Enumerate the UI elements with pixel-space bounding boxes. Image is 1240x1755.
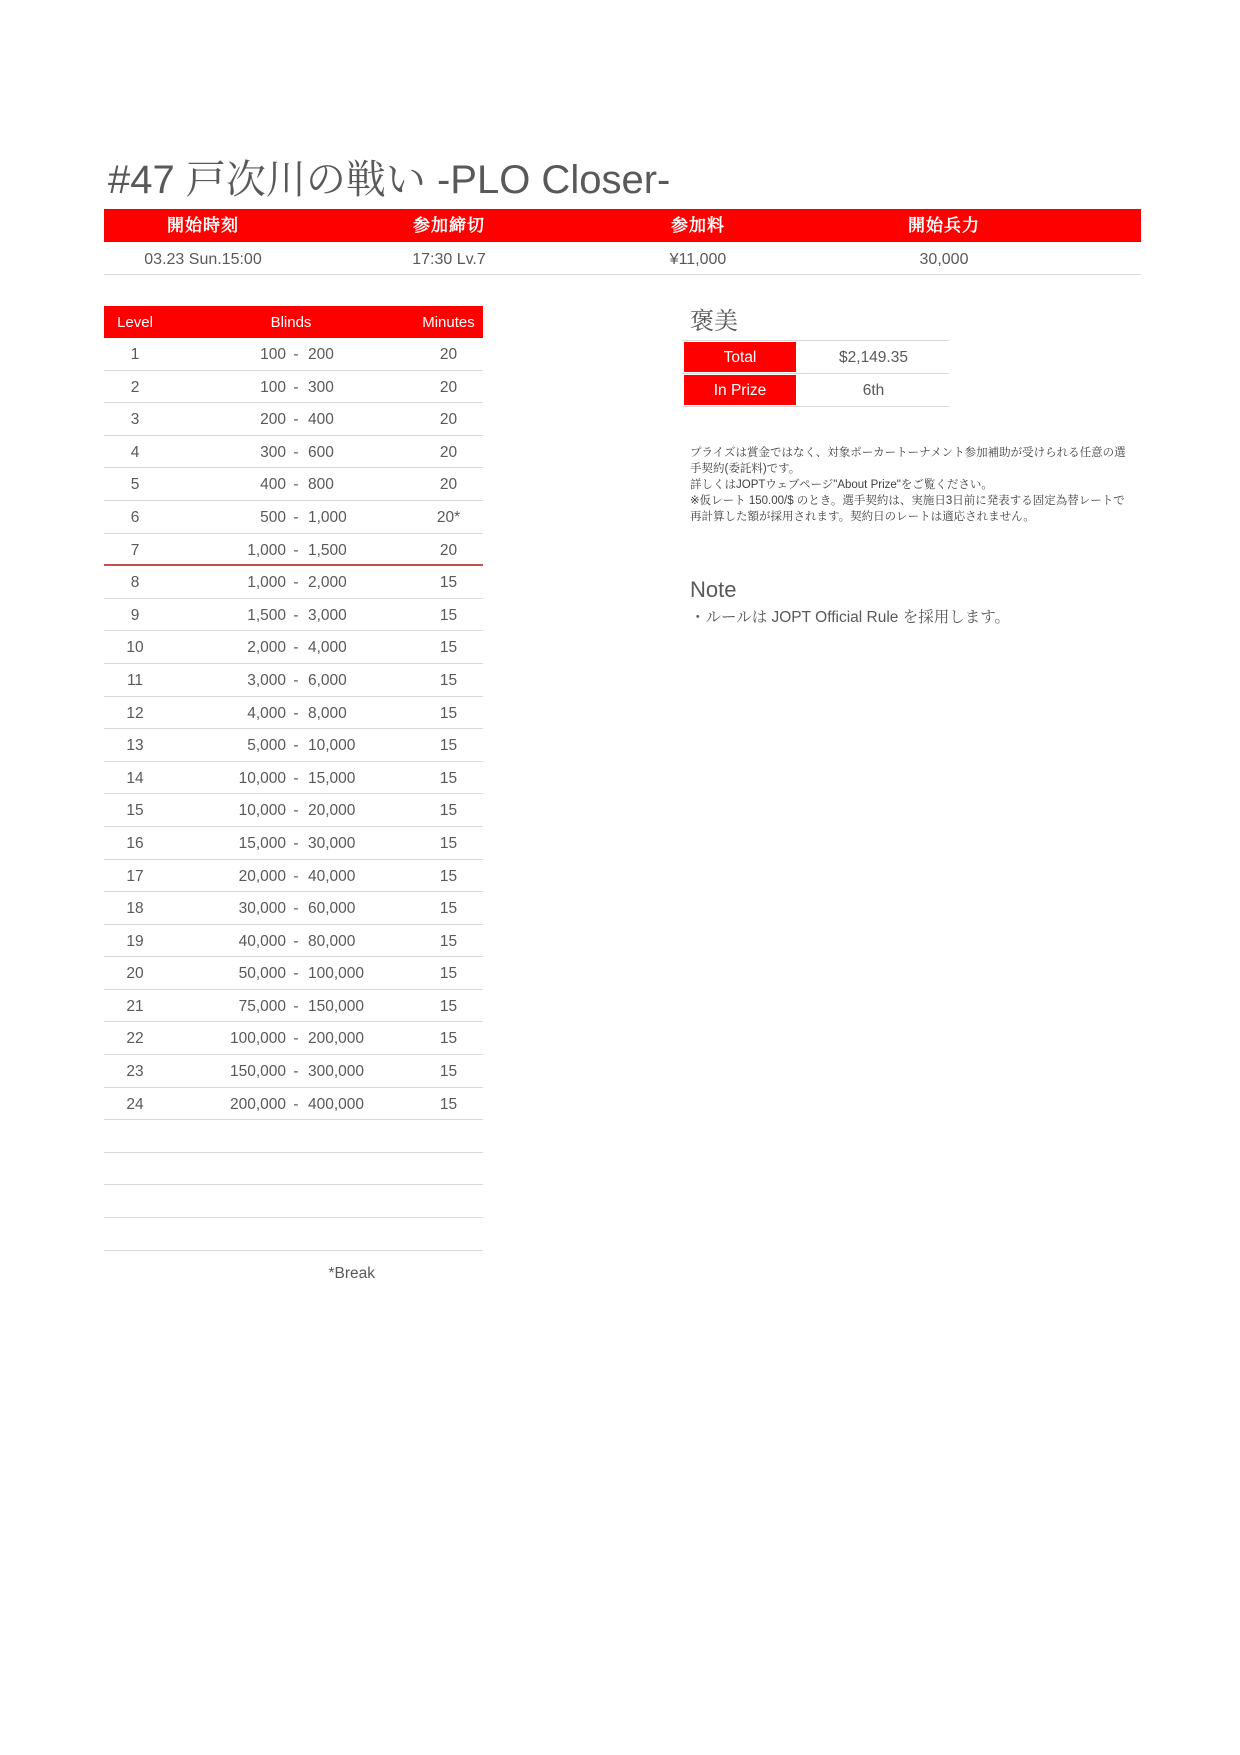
level-cell: 6	[130, 508, 140, 526]
small-blind-cell: 75,000	[238, 997, 286, 1015]
table-row	[104, 534, 483, 567]
table-row	[104, 729, 483, 762]
level-cell: 18	[126, 900, 144, 918]
table-row	[104, 892, 483, 925]
level-cell: 11	[126, 671, 144, 689]
small-blind-cell: 30,000	[238, 900, 286, 918]
table-row	[104, 1088, 483, 1121]
empty-table-row	[104, 1185, 483, 1218]
start-time-header: 開始時刻	[167, 216, 239, 235]
minutes-cell: 15	[439, 834, 458, 852]
big-blind-cell: 6,000	[308, 671, 347, 689]
big-blind-cell: 150,000	[308, 997, 365, 1015]
big-blind-cell: 400,000	[308, 1095, 365, 1113]
big-blind-cell: 15,000	[308, 769, 356, 787]
small-blind-cell: 150,000	[229, 1063, 286, 1081]
small-blind-cell: 10,000	[238, 802, 286, 820]
level-cell: 4	[130, 443, 140, 461]
blind-separator: -	[293, 737, 299, 755]
blind-separator: -	[293, 541, 299, 559]
table-row	[104, 436, 483, 469]
small-blind-cell: 100	[260, 346, 286, 363]
prize-title: 褒美	[690, 308, 738, 335]
blind-separator: -	[293, 606, 299, 624]
big-blind-cell: 400	[308, 411, 334, 429]
minutes-cell: 15	[439, 932, 458, 950]
prize-description-line: 再計算した額が採用されます。契約日のレートは適応されません。	[690, 511, 1035, 523]
blinds-header: Blinds	[270, 314, 312, 331]
small-blind-cell: 2,000	[247, 639, 286, 657]
small-blind-cell: 200	[260, 411, 286, 429]
level-cell: 8	[130, 574, 140, 592]
table-row	[104, 827, 483, 860]
blind-separator: -	[293, 411, 299, 429]
big-blind-cell: 800	[308, 476, 334, 494]
small-blind-cell: 1,000	[247, 574, 286, 592]
big-blind-cell: 200	[308, 346, 334, 363]
prize-row-total	[682, 341, 949, 374]
blind-separator: -	[293, 769, 299, 787]
level-cell: 19	[126, 932, 144, 950]
big-blind-cell: 3,000	[308, 606, 347, 624]
prize-description-line: 詳しくはJOPTウェブページ"About Prize"をご覧ください。	[690, 479, 993, 491]
small-blind-cell: 5,000	[247, 737, 286, 755]
minutes-cell: 15	[439, 704, 458, 722]
prize-description-line: ※仮レート 150.00/$ のとき。選手契約は、実施日3日前に発表する固定為替レートで	[690, 495, 1125, 507]
minutes-cell: 15	[439, 965, 458, 983]
minutes-cell: 20	[439, 476, 458, 494]
blind-separator: -	[293, 639, 299, 657]
table-row	[104, 403, 483, 436]
minutes-cell: 15	[439, 1095, 458, 1113]
level-cell: 17	[126, 867, 144, 885]
blind-separator: -	[293, 346, 299, 363]
level-cell: 16	[126, 834, 144, 852]
big-blind-cell: 300	[308, 378, 334, 396]
blind-separator: -	[293, 574, 299, 592]
level-cell: 3	[130, 411, 140, 429]
small-blind-cell: 400	[260, 476, 286, 494]
prize-description-line: 手契約(委託料)です。	[690, 463, 801, 475]
prize-row-in-prize	[682, 374, 949, 407]
big-blind-cell: 4,000	[308, 639, 347, 657]
small-blind-cell: 4,000	[247, 704, 286, 722]
small-blind-cell: 500	[260, 508, 286, 526]
big-blind-cell: 30,000	[308, 834, 356, 852]
blind-separator: -	[293, 378, 299, 396]
break-note: *Break	[328, 1265, 375, 1282]
blind-rows	[104, 338, 483, 1251]
info-values-row	[104, 242, 1141, 275]
level-cell: 13	[126, 737, 144, 755]
small-blind-cell: 100,000	[229, 1030, 286, 1048]
blind-separator: -	[293, 671, 299, 689]
level-cell: 9	[130, 606, 140, 624]
minutes-cell: 15	[439, 606, 458, 624]
entry-fee-value: ¥11,000	[669, 251, 727, 268]
info-header-bar	[104, 209, 1141, 242]
minutes-cell: 20	[439, 411, 458, 429]
minutes-cell: 15	[439, 867, 458, 885]
small-blind-cell: 100	[260, 378, 286, 396]
minutes-cell: 15	[439, 574, 458, 592]
level-header: Level	[117, 314, 153, 331]
start-time-value: 03.23 Sun.15:00	[144, 251, 262, 268]
table-row	[104, 1055, 483, 1088]
level-cell: 5	[130, 476, 140, 494]
small-blind-cell: 50,000	[238, 965, 286, 983]
big-blind-cell: 80,000	[308, 932, 356, 950]
empty-table-row	[104, 1153, 483, 1186]
small-blind-cell: 3,000	[247, 671, 286, 689]
table-row	[104, 468, 483, 501]
minutes-cell: 20*	[436, 508, 461, 526]
table-row	[104, 371, 483, 404]
table-row	[104, 664, 483, 697]
blind-separator: -	[293, 704, 299, 722]
blind-separator: -	[293, 508, 299, 526]
blind-separator: -	[293, 476, 299, 494]
blind-separator: -	[293, 1095, 299, 1113]
minutes-cell: 20	[439, 541, 458, 559]
small-blind-cell: 200,000	[229, 1095, 286, 1113]
blind-separator: -	[293, 834, 299, 852]
big-blind-cell: 200,000	[308, 1030, 365, 1048]
small-blind-cell: 1,000	[247, 541, 286, 559]
blind-structure-table	[104, 306, 483, 1251]
blind-separator: -	[293, 443, 299, 461]
prize-total-value: $2,149.35	[839, 349, 908, 366]
small-blind-cell: 15,000	[238, 834, 286, 852]
page-title: #47 戸次川の戦い -PLO Closer-	[108, 158, 671, 202]
table-row	[104, 599, 483, 632]
minutes-cell: 15	[439, 1030, 458, 1048]
minutes-cell: 15	[439, 671, 458, 689]
big-blind-cell: 1,000	[308, 508, 347, 526]
minutes-cell: 15	[439, 1063, 458, 1081]
note-title: Note	[690, 577, 737, 602]
minutes-cell: 15	[439, 900, 458, 918]
registration-close-value: 17:30 Lv.7	[412, 251, 486, 268]
level-cell: 15	[126, 802, 144, 820]
small-blind-cell: 20,000	[238, 867, 286, 885]
table-row	[104, 925, 483, 958]
level-cell: 2	[130, 378, 140, 396]
table-row	[104, 697, 483, 730]
minutes-cell: 20	[439, 346, 458, 363]
prize-in-prize-label: In Prize	[684, 375, 796, 405]
table-row	[104, 762, 483, 795]
level-cell: 14	[126, 769, 144, 787]
level-cell: 7	[130, 541, 140, 559]
small-blind-cell: 10,000	[238, 769, 286, 787]
table-row	[104, 631, 483, 664]
table-row	[104, 860, 483, 893]
table-row	[104, 566, 483, 599]
prize-total-label: Total	[684, 342, 796, 372]
blind-separator: -	[293, 867, 299, 885]
entry-fee-header: 参加料	[671, 216, 725, 235]
minutes-cell: 15	[439, 639, 458, 657]
minutes-cell: 15	[439, 997, 458, 1015]
blind-table-header	[104, 306, 483, 338]
big-blind-cell: 600	[308, 443, 334, 461]
small-blind-cell: 1,500	[247, 606, 286, 624]
level-cell: 10	[126, 639, 144, 657]
blind-separator: -	[293, 932, 299, 950]
prize-description	[690, 445, 1150, 525]
blind-separator: -	[293, 965, 299, 983]
small-blind-cell: 300	[260, 443, 286, 461]
table-row	[104, 338, 483, 371]
big-blind-cell: 8,000	[308, 704, 347, 722]
level-cell: 12	[126, 704, 144, 722]
table-row	[104, 957, 483, 990]
level-cell: 1	[130, 346, 140, 363]
minutes-cell: 20	[439, 443, 458, 461]
level-cell: 21	[126, 997, 144, 1015]
minutes-header: Minutes	[422, 314, 475, 331]
big-blind-cell: 40,000	[308, 867, 356, 885]
level-cell: 23	[126, 1063, 144, 1081]
table-row	[104, 501, 483, 534]
prize-table	[682, 340, 949, 407]
table-row	[104, 990, 483, 1023]
blind-separator: -	[293, 1063, 299, 1081]
big-blind-cell: 10,000	[308, 737, 356, 755]
big-blind-cell: 1,500	[308, 541, 347, 559]
table-row	[104, 794, 483, 827]
big-blind-cell: 100,000	[308, 965, 365, 983]
registration-close-header: 参加締切	[413, 216, 485, 235]
minutes-cell: 15	[439, 769, 458, 787]
blind-separator: -	[293, 802, 299, 820]
big-blind-cell: 60,000	[308, 900, 356, 918]
note-text: ・ルールは JOPT Official Rule を採用します。	[690, 609, 1010, 626]
prize-in-prize-value: 6th	[862, 382, 885, 399]
big-blind-cell: 20,000	[308, 802, 356, 820]
blind-separator: -	[293, 900, 299, 918]
empty-table-row	[104, 1120, 483, 1153]
big-blind-cell: 300,000	[308, 1063, 365, 1081]
starting-stack-value: 30,000	[919, 251, 969, 268]
minutes-cell: 20	[439, 378, 458, 396]
minutes-cell: 15	[439, 802, 458, 820]
level-cell: 22	[126, 1030, 144, 1048]
level-cell: 20	[126, 965, 144, 983]
empty-table-row	[104, 1218, 483, 1251]
big-blind-cell: 2,000	[308, 574, 347, 592]
small-blind-cell: 40,000	[238, 932, 286, 950]
blind-separator: -	[293, 1030, 299, 1048]
table-row	[104, 1022, 483, 1055]
prize-description-line: プライズは賞金ではなく、対象ポーカートーナメント参加補助が受けられる任意の選	[690, 447, 1126, 459]
starting-stack-header: 開始兵力	[908, 216, 980, 235]
blind-separator: -	[293, 997, 299, 1015]
level-cell: 24	[126, 1095, 144, 1113]
minutes-cell: 15	[439, 737, 458, 755]
